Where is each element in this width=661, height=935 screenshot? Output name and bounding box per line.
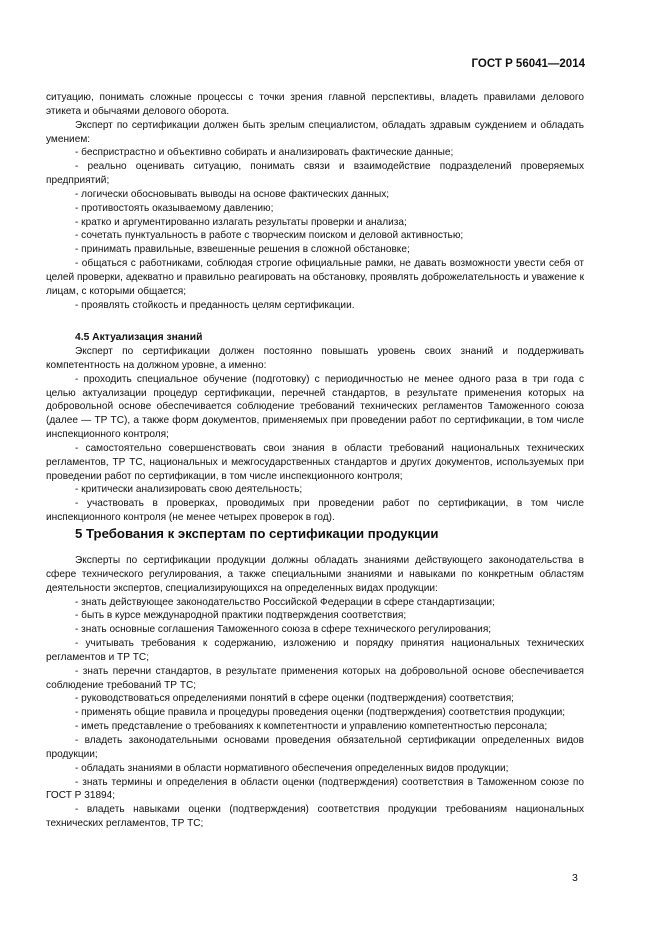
list-item: - учитывать требования к содержанию, изложению и порядку принятия национальных технических регламентов и ТР ТС; [46,638,584,663]
list-item: - владеть законодательными основами проведения обязательной сертификации определенных видов продукции; [46,734,584,760]
list-item: - знать перечни стандартов, в результате применения которых на добровольной основе обеспечивается соблюдение требований ТР ТС; [46,665,584,691]
list-item: - владеть навыками оценки (подтверждения) соответствия продукции требованиям национальных технических регламентов, ТР ТС; [46,804,584,830]
list-item: - быть в курсе международной практики подтверждения соответствия; [75,610,407,622]
list-item: - проявлять стойкость и преданность целям сертификации. [75,299,355,311]
list-item: - беспристрастно и объективно собирать и анализировать фактические данные; [75,147,454,159]
list-item: - кратко и аргументированно излагать результаты проверки и анализа; [75,216,407,228]
paragraph: ситуацию, понимать сложные процессы с точки зрения главной перспективы, владеть правилами делового этикета и обычаями делового оборота. [46,92,584,117]
subsection-heading: 4.5 Актуализация знаний [75,332,203,343]
list-item: - принимать правильные, взвешенные решения в сложной обстановке; [75,244,410,256]
list-item: - знать термины и определения в области оценки (подтверждения) соответствия в Таможенном союзе по ГОСТ Р 31894; [46,776,584,802]
list-item: - противостоять оказываемому давлению; [75,202,274,214]
list-item: - обладать знаниями в области нормативного обеспечения определенных видов продукции; [75,762,509,774]
text-block-knowledge [46,331,584,525]
paragraph: Эксперт по сертификации должен быть зрелым специалистом, обладать здравым суждением и обладать умением: [46,119,584,145]
page-number: 3 [572,872,578,884]
list-item: - логически обосновывать выводы на основе фактических данных; [75,188,390,200]
list-item: - сочетать пунктуальность в работе с творческим поиском и деловой активностью; [75,230,464,242]
document-code: ГОСТ Р 56041—2014 [471,58,585,70]
list-item: - реально оценивать ситуацию, понимать связи и взаимодействие подразделений проверяемых предприятий; [46,161,584,187]
list-item: - руководствоваться определениями понятий в сфере оценки (подтверждения) соответствия; [75,693,514,705]
list-item: - иметь представление о требованиях к компетентности и управлению компетентностью персонала; [75,721,548,733]
list-item: - общаться с работниками, соблюдая строгие официальные рамки, не давать возможности увести себя от целей проверки, адекватно и правильно реагировать на обстановку, проявлять доброжелательность и уважение к лицам, с которыми общается; [46,258,584,297]
text-block-requirements [46,554,584,831]
list-item: - знать действующее законодательство Российской Федерации в сфере стандартизации; [75,596,495,608]
list-item: - знать основные соглашения Таможенного союза в сфере технического регулирования; [75,624,492,636]
list-item: - применять общие правила и процедуры проведения оценки (подтверждения) соответствия продукции; [75,707,566,719]
paragraph: Эксперт по сертификации должен постоянно повышать уровень своих знаний и поддерживать компетентность на должном уровне, а именно: [46,346,584,371]
section-heading: 5 Требования к экспертам по сертификации продукции [75,526,439,541]
paragraph: Эксперты по сертификации продукции должны обладать знаниями действующего законодательства в сфере технического регулирования, а также специальными знаниями и навыками по конкретным областям деятельности экспертов, специализирующихся на определенных видах продукции: [46,555,584,594]
text-block-competence [46,91,584,313]
list-item: - самостоятельно совершенствовать свои знания в области требований национальных технических регламентов, ТР ТС, национальных и межгосударственных стандартов и других документов, используемых при проведении работ по сертификации, в том числе инспекционного контроля; [46,442,584,482]
list-item: - участвовать в проверках, проводимых при проведении работ по сертификации, в том числе инспекционного контроля (не менее четырех проверок в год). [46,498,584,524]
list-item: - критически анализировать свою деятельность; [75,484,303,496]
list-item: - проходить специальное обучение (подготовку) с периодичностью не менее одного раза в три года с целью актуализации процедур сертификации, перечней стандартов, в результате применения которых на добровольной основе обеспечивается соблюдение требований технических регламентов Таможенного союза (далее — ТР ТС), а также форм документов, применяемых при проведении работ по сертификации, в том числе инспекционного контроля; [46,373,584,441]
